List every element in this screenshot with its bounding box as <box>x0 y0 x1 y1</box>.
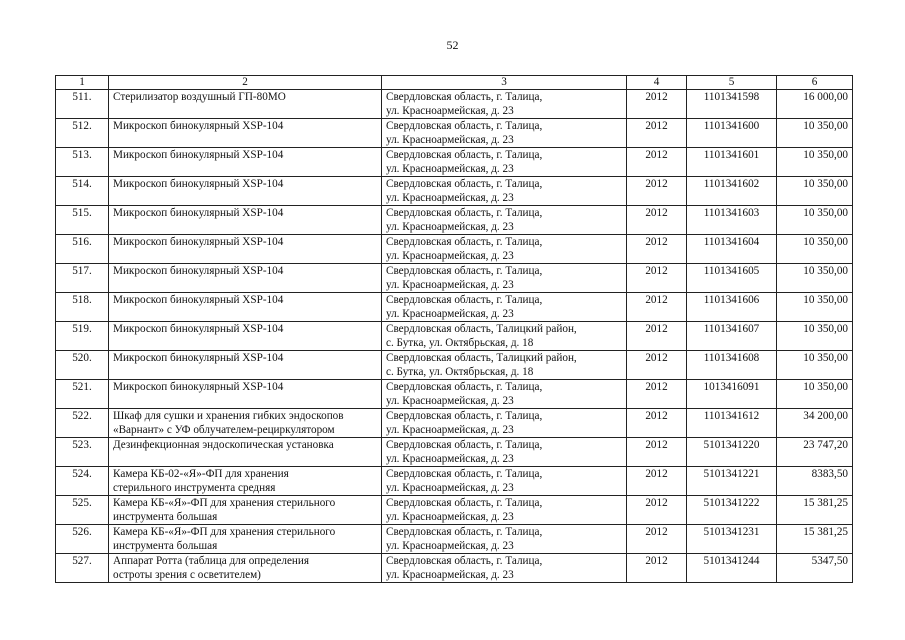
item-address-line: Свердловская область, г. Талица, <box>386 265 543 277</box>
row-number: 523. <box>56 438 109 467</box>
item-year: 2012 <box>627 438 687 467</box>
inventory-number: 1101341601 <box>687 148 777 177</box>
item-address <box>382 293 627 322</box>
item-year: 2012 <box>627 322 687 351</box>
item-cost: 5347,50 <box>777 554 853 583</box>
inventory-number: 5101341231 <box>687 525 777 554</box>
item-address <box>382 554 627 583</box>
item-address <box>382 264 627 293</box>
item-year: 2012 <box>627 235 687 264</box>
item-address-line: ул. Красноармейская, д. 23 <box>386 163 514 175</box>
header-col-6: 6 <box>777 76 853 90</box>
inventory-number: 1101341606 <box>687 293 777 322</box>
item-name-line: Камера КБ-02-«Я»-ФП для хранения <box>113 468 289 480</box>
item-year: 2012 <box>627 467 687 496</box>
item-address-line: Свердловская область, г. Талица, <box>386 410 543 422</box>
item-address-line: Свердловская область, г. Талица, <box>386 381 543 393</box>
item-address-line: ул. Красноармейская, д. 23 <box>386 540 514 552</box>
table-row <box>56 351 853 380</box>
table-row <box>56 525 853 554</box>
item-address-line: Свердловская область, г. Талица, <box>386 468 543 480</box>
item-name <box>109 293 382 322</box>
item-name-line: Микроскоп бинокулярный XSP-104 <box>113 294 284 306</box>
row-number: 522. <box>56 409 109 438</box>
item-cost: 10 350,00 <box>777 206 853 235</box>
item-name-line: Микроскоп бинокулярный XSP-104 <box>113 323 284 335</box>
item-year: 2012 <box>627 119 687 148</box>
item-name <box>109 148 382 177</box>
item-address-line: Свердловская область, г. Талица, <box>386 526 543 538</box>
row-number: 513. <box>56 148 109 177</box>
row-number: 520. <box>56 351 109 380</box>
item-cost: 10 350,00 <box>777 264 853 293</box>
item-address <box>382 380 627 409</box>
item-cost: 10 350,00 <box>777 177 853 206</box>
item-address-line: ул. Красноармейская, д. 23 <box>386 221 514 233</box>
table-row <box>56 467 853 496</box>
item-name <box>109 496 382 525</box>
item-address <box>382 90 627 119</box>
item-name-line: Шкаф для сушки и хранения гибких эндоскопов <box>113 410 344 422</box>
table-row <box>56 206 853 235</box>
header-col-2: 2 <box>109 76 382 90</box>
row-number: 521. <box>56 380 109 409</box>
inventory-number: 1101341602 <box>687 177 777 206</box>
item-address <box>382 438 627 467</box>
item-name-line: Микроскоп бинокулярный XSP-104 <box>113 120 284 132</box>
item-name-line: инструмента большая <box>113 511 218 523</box>
item-cost: 10 350,00 <box>777 235 853 264</box>
item-name-line: остроты зрения с осветителем) <box>113 569 261 581</box>
item-address-line: с. Бутка, ул. Октябрьская, д. 18 <box>386 337 534 349</box>
item-year: 2012 <box>627 206 687 235</box>
item-name <box>109 554 382 583</box>
item-address-line: ул. Красноармейская, д. 23 <box>386 453 514 465</box>
item-address-line: Свердловская область, Талицкий район, <box>386 352 577 364</box>
item-name-line: Микроскоп бинокулярный XSP-104 <box>113 352 284 364</box>
item-cost: 10 350,00 <box>777 148 853 177</box>
item-address <box>382 322 627 351</box>
item-name <box>109 351 382 380</box>
item-name-line: Стерилизатор воздушный ГП-80МО <box>113 91 286 103</box>
table-row <box>56 119 853 148</box>
item-name-line: Камера КБ-«Я»-ФП для хранения стерильного <box>113 497 336 509</box>
table-row <box>56 235 853 264</box>
item-name <box>109 409 382 438</box>
row-number: 512. <box>56 119 109 148</box>
item-name <box>109 119 382 148</box>
item-cost: 23 747,20 <box>777 438 853 467</box>
table-header-row <box>56 76 853 90</box>
table-row <box>56 293 853 322</box>
item-year: 2012 <box>627 409 687 438</box>
item-address-line: ул. Красноармейская, д. 23 <box>386 482 514 494</box>
row-number: 518. <box>56 293 109 322</box>
item-cost: 10 350,00 <box>777 293 853 322</box>
item-name-line: Камера КБ-«Я»-ФП для хранения стерильного <box>113 526 336 538</box>
item-address-line: ул. Красноармейская, д. 23 <box>386 395 514 407</box>
inventory-number: 1101341603 <box>687 206 777 235</box>
item-address-line: ул. Красноармейская, д. 23 <box>386 105 514 117</box>
header-col-5: 5 <box>687 76 777 90</box>
item-name-line: Микроскоп бинокулярный XSP-104 <box>113 236 284 248</box>
inventory-number: 1101341600 <box>687 119 777 148</box>
page-number: 52 <box>446 38 459 52</box>
item-year: 2012 <box>627 380 687 409</box>
item-address-line: Свердловская область, г. Талица, <box>386 149 543 161</box>
item-address-line: Свердловская область, г. Талица, <box>386 120 543 132</box>
item-name-line: Микроскоп бинокулярный XSP-104 <box>113 178 284 190</box>
row-number: 527. <box>56 554 109 583</box>
item-name-line: инструмента большая <box>113 540 218 552</box>
item-address <box>382 119 627 148</box>
item-name-line: Дезинфекционная эндоскопическая установка <box>113 439 334 451</box>
item-address <box>382 235 627 264</box>
item-address-line: ул. Красноармейская, д. 23 <box>386 134 514 146</box>
item-address <box>382 148 627 177</box>
item-address-line: ул. Красноармейская, д. 23 <box>386 250 514 262</box>
item-year: 2012 <box>627 177 687 206</box>
item-name-line: «Варнант» с УФ облучателем-рециркулятором <box>113 424 335 436</box>
item-year: 2012 <box>627 351 687 380</box>
item-address <box>382 351 627 380</box>
item-name <box>109 525 382 554</box>
item-year: 2012 <box>627 554 687 583</box>
row-number: 515. <box>56 206 109 235</box>
item-year: 2012 <box>627 148 687 177</box>
row-number: 514. <box>56 177 109 206</box>
item-cost: 15 381,25 <box>777 525 853 554</box>
item-name <box>109 235 382 264</box>
item-name-line: Микроскоп бинокулярный XSP-104 <box>113 207 284 219</box>
item-year: 2012 <box>627 525 687 554</box>
table-row <box>56 554 853 583</box>
item-cost: 10 350,00 <box>777 380 853 409</box>
item-address-line: Свердловская область, г. Талица, <box>386 91 543 103</box>
inventory-number: 5101341221 <box>687 467 777 496</box>
item-name <box>109 380 382 409</box>
table-body <box>56 90 853 583</box>
table-row <box>56 177 853 206</box>
row-number: 524. <box>56 467 109 496</box>
table-row <box>56 90 853 119</box>
inventory-number: 1101341607 <box>687 322 777 351</box>
item-address <box>382 177 627 206</box>
header-col-3: 3 <box>382 76 627 90</box>
inventory-number: 5101341220 <box>687 438 777 467</box>
inventory-number: 1101341598 <box>687 90 777 119</box>
item-name <box>109 206 382 235</box>
item-address-line: Свердловская область, г. Талица, <box>386 439 543 451</box>
table-row <box>56 409 853 438</box>
item-address-line: ул. Красноармейская, д. 23 <box>386 511 514 523</box>
item-address-line: с. Бутка, ул. Октябрьская, д. 18 <box>386 366 534 378</box>
item-cost: 10 350,00 <box>777 351 853 380</box>
inventory-number: 5101341244 <box>687 554 777 583</box>
item-address-line: Свердловская область, г. Талица, <box>386 294 543 306</box>
table-row <box>56 438 853 467</box>
item-year: 2012 <box>627 264 687 293</box>
item-address-line: ул. Красноармейская, д. 23 <box>386 192 514 204</box>
inventory-number: 5101341222 <box>687 496 777 525</box>
inventory-number: 1013416091 <box>687 380 777 409</box>
item-cost: 10 350,00 <box>777 322 853 351</box>
item-address-line: Свердловская область, Талицкий район, <box>386 323 577 335</box>
item-address <box>382 525 627 554</box>
item-address <box>382 206 627 235</box>
table-row <box>56 148 853 177</box>
item-address <box>382 496 627 525</box>
item-address-line: ул. Красноармейская, д. 23 <box>386 424 514 436</box>
inventory-number: 1101341604 <box>687 235 777 264</box>
row-number: 516. <box>56 235 109 264</box>
row-number: 517. <box>56 264 109 293</box>
item-address-line: Свердловская область, г. Талица, <box>386 236 543 248</box>
item-name <box>109 90 382 119</box>
header-col-4: 4 <box>627 76 687 90</box>
item-cost: 8383,50 <box>777 467 853 496</box>
item-name-line: стерильного инструмента средняя <box>113 482 276 494</box>
item-year: 2012 <box>627 496 687 525</box>
item-address-line: ул. Красноармейская, д. 23 <box>386 279 514 291</box>
table-row <box>56 322 853 351</box>
item-name <box>109 264 382 293</box>
item-name <box>109 177 382 206</box>
item-address-line: Свердловская область, г. Талица, <box>386 555 543 567</box>
row-number: 526. <box>56 525 109 554</box>
item-address-line: ул. Красноармейская, д. 23 <box>386 569 514 581</box>
inventory-number: 1101341605 <box>687 264 777 293</box>
item-address <box>382 467 627 496</box>
item-name <box>109 467 382 496</box>
item-address-line: ул. Красноармейская, д. 23 <box>386 308 514 320</box>
table-row <box>56 264 853 293</box>
inventory-number: 1101341612 <box>687 409 777 438</box>
inventory-number: 1101341608 <box>687 351 777 380</box>
item-name <box>109 322 382 351</box>
item-cost: 15 381,25 <box>777 496 853 525</box>
table-row <box>56 380 853 409</box>
item-cost: 16 000,00 <box>777 90 853 119</box>
item-name <box>109 438 382 467</box>
item-name-line: Аппарат Ротта (таблица для определения <box>113 555 310 567</box>
item-cost: 10 350,00 <box>777 119 853 148</box>
item-name-line: Микроскоп бинокулярный XSP-104 <box>113 265 284 277</box>
item-cost: 34 200,00 <box>777 409 853 438</box>
row-number: 511. <box>56 90 109 119</box>
item-address-line: Свердловская область, г. Талица, <box>386 207 543 219</box>
item-address <box>382 409 627 438</box>
table-row <box>56 496 853 525</box>
item-name-line: Микроскоп бинокулярный XSP-104 <box>113 381 284 393</box>
header-col-1: 1 <box>56 76 109 90</box>
inventory-table <box>55 75 853 583</box>
row-number: 519. <box>56 322 109 351</box>
item-address-line: Свердловская область, г. Талица, <box>386 497 543 509</box>
item-name-line: Микроскоп бинокулярный XSP-104 <box>113 149 284 161</box>
row-number: 525. <box>56 496 109 525</box>
item-address-line: Свердловская область, г. Талица, <box>386 178 543 190</box>
item-year: 2012 <box>627 90 687 119</box>
item-year: 2012 <box>627 293 687 322</box>
